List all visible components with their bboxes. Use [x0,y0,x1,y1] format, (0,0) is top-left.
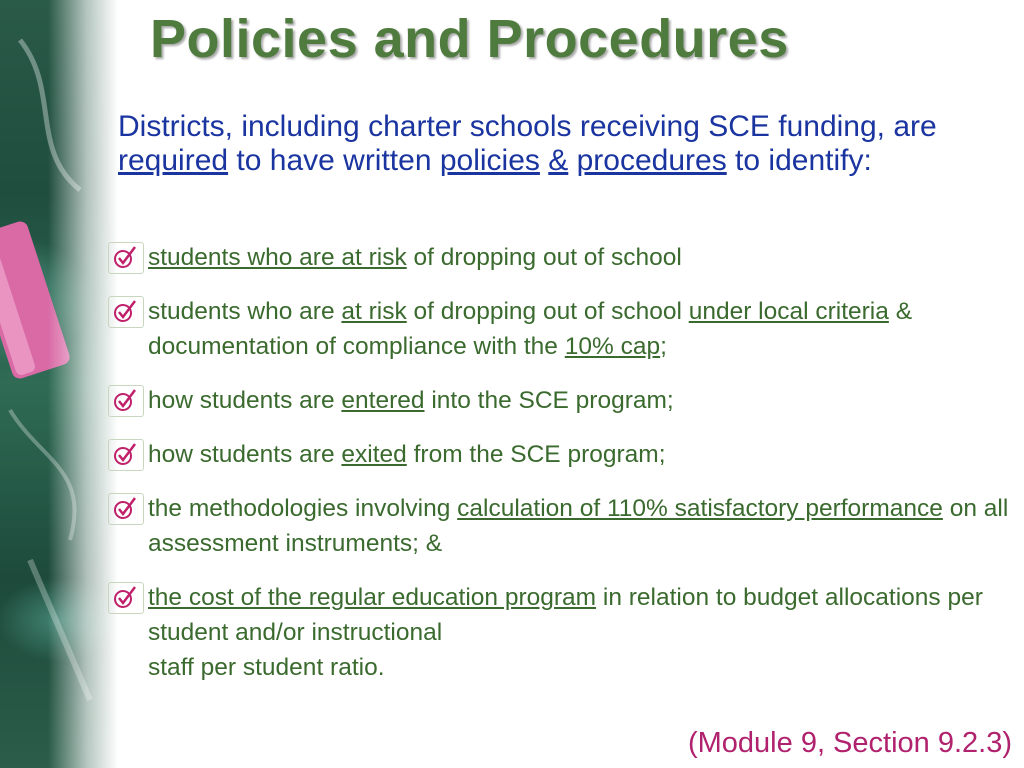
item-text: from the SCE program; [406,441,666,468]
list-item [104,294,1009,364]
slide-title: Policies and Procedures [150,9,789,69]
intro-text-3: to identify: [726,144,872,177]
procedures-link[interactable]: procedures [576,144,727,177]
checkmark-icon [108,493,144,525]
intro-text-2: to have written [228,144,440,177]
item-text: how students are [148,387,342,414]
item-text: into the SCE program; [424,387,674,414]
item-text: of dropping out of school [406,298,689,325]
checkmark-icon [108,385,144,417]
item-text: on all assessment instruments; & [148,495,1009,557]
item-text: staff per student ratio. [148,654,385,681]
checkmark-icon [108,296,144,328]
item-link[interactable]: entered [341,387,425,414]
checkmark-icon [108,439,144,471]
checkmark-icon [108,242,144,274]
item-link[interactable]: under local criteria [688,298,889,325]
policies-link[interactable]: policies [439,144,540,177]
intro-paragraph [118,110,958,178]
item-text: the methodologies involving [148,495,458,522]
item-link[interactable]: calculation of 110% satisfactory performance [457,495,943,522]
ampersand-link[interactable]: & [548,144,569,177]
item-link[interactable]: the cost of the regular education program [148,584,597,611]
item-link[interactable]: students who are at risk [148,244,407,271]
item-text: of dropping out of school [406,244,682,271]
intro-text-1: Districts, including charter schools receiving SCE funding, are [118,110,937,143]
item-link[interactable]: 10% cap [564,333,661,360]
required-link[interactable]: required [118,144,229,177]
item-link[interactable]: at risk [341,298,407,325]
item-text: students who are [148,298,342,325]
list-item [104,383,1009,418]
item-text: ; [660,333,667,360]
item-text: in relation to budget allocations per student and/or instructional [148,584,983,646]
module-reference: (Module 9, Section 9.2.3) [687,727,1012,759]
item-text: how students are [148,441,342,468]
list-item [104,580,1009,685]
requirements-list [104,240,1009,704]
chalkboard-image [0,0,118,768]
list-item [104,240,1009,275]
checkmark-icon [108,582,144,614]
item-text: & documentation of compliance with the [148,298,913,360]
list-item [104,437,1009,472]
list-item [104,491,1009,561]
item-link[interactable]: exited [341,441,407,468]
